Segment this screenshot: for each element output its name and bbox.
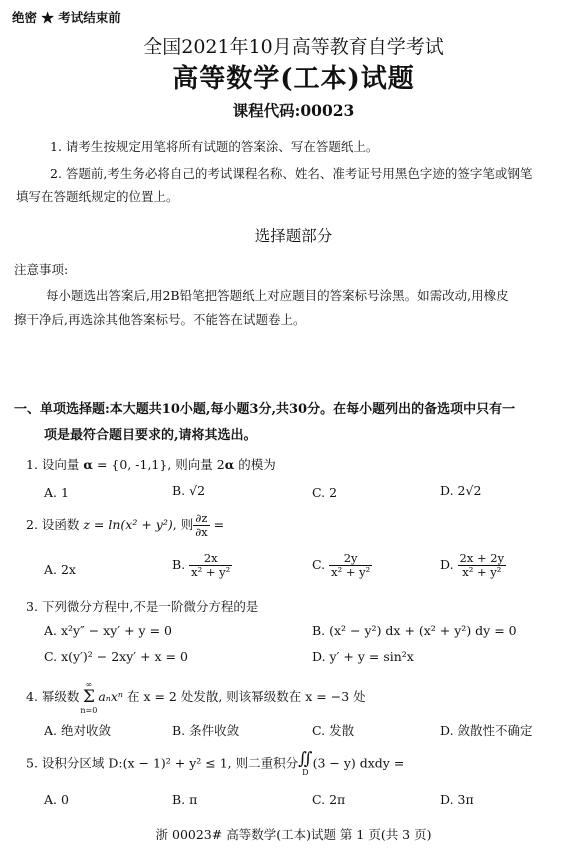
question-2-stem: 2. 设函数 z = ln(x² + y²), 则 $\frac{\partial z}{\partial x}$ = [26,511,225,539]
q3-option-b[interactable]: B. (x² − y²) dx + (x² + y²) dy = 0 [312,623,517,638]
partial-derivative: $\frac{\partial z}{\partial x}$ [195,511,208,539]
q2-option-d[interactable]: D. $\frac{2x + 2y}{\text{x² + y²}}$ [440,551,505,579]
part-heading-line1: 一、单项选择题:本大题共10小题,每小题3分,共30分。在每小题列出的备选项中只有一 [14,402,516,417]
instruction-1: 1. 请考生按规定用笔将所有试题的答案涂、写在答题纸上。 [50,139,379,154]
q3-option-d[interactable]: D. y′ + y = sin²x [312,649,414,664]
question-1-stem: 1. 设向量 α = {0, -1,1}, 则向量 2α 的模为 [26,457,276,472]
q5-option-d[interactable]: D. 3π [440,792,474,807]
page-footer: 浙 00023# 高等数学(工本)试题 第 1 页(共 3 页) [155,827,432,842]
question-3-stem: 3. 下列微分方程中,不是一阶微分方程的是 [26,599,259,614]
question-4-stem: 4. 幂级数∞ Σ n=0aₙxⁿ 在 x = 2 处发散, 则该幂级数在 x = −3 处 [26,680,366,715]
part-heading-line2: 项是最符合题目要求的,请将其选出。 [44,428,257,443]
exam-title: 全国2021年10月高等教育自学考试 [143,36,444,58]
q1-option-a[interactable]: A. 1 [44,485,69,500]
vector-alpha-2: α [224,457,235,472]
q1-option-d[interactable]: D. 2√2 [440,483,482,498]
subject-title: 高等数学(工本)试题 [172,64,415,94]
question-5-stem: 5. 设积分区域 D:(x − 1)² + y² ≤ 1, 则二重积分 ∬ D(3 − y) dxdy = [26,749,405,777]
q5-option-b[interactable]: B. π [172,792,198,807]
section-title: 选择题部分 [254,227,333,245]
course-code: 课程代码:00023 [232,101,355,120]
q3-option-c[interactable]: C. x(y′)² − 2xy′ + x = 0 [44,649,188,664]
double-integral-symbol: ∬ D [298,749,313,777]
note-line-1: 每小题选出答案后,用2B铅笔把答题纸上对应题目的答案标号涂黑。如需改动,用橡皮 [46,288,509,303]
note-title: 注意事项: [14,262,69,277]
vector-alpha: α [83,457,93,472]
q4-option-b[interactable]: B. 条件收敛 [172,723,240,738]
summation-symbol: ∞ Σ n=0 [80,680,98,715]
q3-option-a[interactable]: A. x²y″ − xy′ + y = 0 [44,623,172,638]
q5-option-a[interactable]: A. 0 [44,792,69,807]
q2-option-c[interactable]: C. $\frac{2y}{\text{x² + y²}}$ [312,551,371,579]
q5-option-c[interactable]: C. 2π [312,792,346,807]
note-line-2: 擦干净后,再选涂其他答案标号。不能答在试题卷上。 [14,312,306,327]
q4-option-a[interactable]: A. 绝对收敛 [44,723,111,738]
q1-option-c[interactable]: C. 2 [312,485,338,500]
instruction-2-line2: 填写在答题纸规定的位置上。 [16,189,179,204]
q2-option-b[interactable]: B. $\frac{2x}{\text{x² + y²}}$ [172,551,231,579]
q4-option-c[interactable]: C. 发散 [312,723,355,738]
instruction-2-line1: 2. 答题前,考生务必将自己的考试课程名称、姓名、准考证号用黑色字迹的签字笔或钢笔 [50,166,533,181]
q2-option-a[interactable]: A. 2x [44,562,76,577]
q4-option-d[interactable]: D. 敛散性不确定 [440,723,533,738]
confidential-label: 绝密 ★ 考试结束前 [12,10,121,25]
q1-option-b[interactable]: B. √2 [172,483,206,498]
